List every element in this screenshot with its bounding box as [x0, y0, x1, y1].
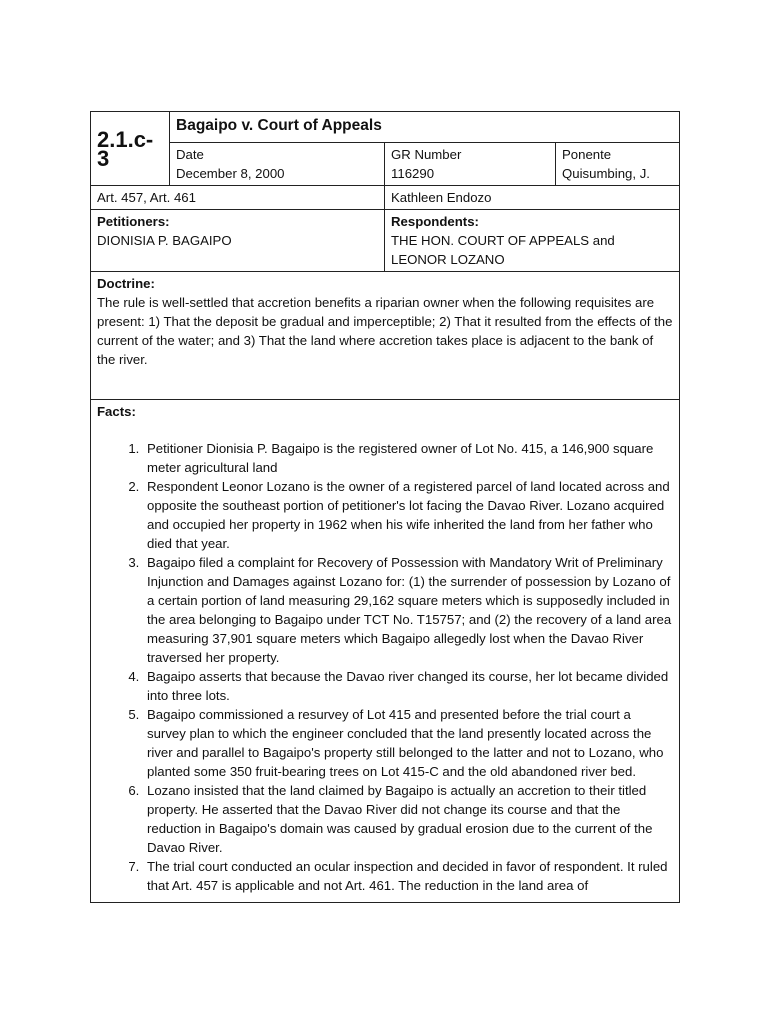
- doctrine-cell: [91, 272, 680, 400]
- facts-label: Facts:: [97, 404, 136, 419]
- fact-item: 5. Bagaipo commissioned a resurvey of Lot 415 and presented before the trial court a survey plan to which the engineer concluded that the land presently located across the river and parallel to Bagaipo's property still belonged to the latter and not to Lozano, who planted some 350 fruit-bearing trees on Lot 415-C and the old abandoned river bed.: [143, 705, 673, 781]
- ponente-cell: [556, 143, 680, 186]
- fact-item: 1. Petitioner Dionisia P. Bagaipo is the registered owner of Lot No. 415, a 146,900 square meter agricultural land: [143, 439, 673, 477]
- case-code: 2.1.c-3: [91, 112, 170, 186]
- digest-author: Kathleen Endozo: [385, 186, 680, 210]
- gr-number-label: GR Number: [391, 147, 462, 162]
- respondents-cell: [385, 210, 680, 272]
- petitioners-cell: [91, 210, 385, 272]
- fact-item: 6. Lozano insisted that the land claimed by Bagaipo is actually an accretion to their titled property. He asserted that the Davao River did not change its course and that the reduction in Bagaipo's domain was caused by gradual erosion due to the current of the Davao River.: [143, 781, 673, 857]
- facts-list: [97, 439, 673, 895]
- case-title: Bagaipo v. Court of Appeals: [170, 112, 680, 143]
- fact-item: 3. Bagaipo filed a complaint for Recovery of Possession with Mandatory Writ of Preliminary Injunction and Damages against Lozano for: (1) the surrender of possession by Lozano of a certain portion of land measuring 29,162 square meters which is supposedly included in the area belonging to Bagaipo under TCT No. T15757; and (2) the recovery of a land area measuring 37,901 square meters which Bagaipo allegedly lost when the Davao River traversed her property.: [143, 553, 673, 667]
- respondents-value: THE HON. COURT OF APPEALS and LEONOR LOZANO: [391, 233, 615, 267]
- fact-item: 4. Bagaipo asserts that because the Davao river changed its course, her lot became divided into three lots.: [143, 667, 673, 705]
- date-value: December 8, 2000: [176, 166, 285, 181]
- gr-number-cell: [385, 143, 556, 186]
- gr-number-value: 116290: [391, 166, 435, 181]
- petitioners-value: DIONISIA P. BAGAIPO: [97, 233, 232, 248]
- date-cell: [170, 143, 385, 186]
- ponente-value: Quisumbing, J.: [562, 166, 650, 181]
- facts-cell: [91, 400, 680, 903]
- fact-item: 2. Respondent Leonor Lozano is the owner of a registered parcel of land located across and opposite the southeast portion of petitioner's lot facing the Davao River. Lozano acquired and occupied her property in 1962 when his wife inherited the land from her father who died that year.: [143, 477, 673, 553]
- ponente-label: Ponente: [562, 147, 612, 162]
- doctrine-label: Doctrine:: [97, 276, 155, 291]
- respondents-label: Respondents:: [391, 214, 479, 229]
- doctrine-text: The rule is well-settled that accretion benefits a riparian owner when the following requisites are present: 1) That the deposit be gradual and imperceptible; 2) That it resulted from the effects of the current of the water; and 3) That the land where accretion takes place is adjacent to the bank of the river.: [97, 295, 673, 367]
- fact-item: 7. The trial court conducted an ocular inspection and decided in favor of respondent. It ruled that Art. 457 is applicable and not Art. 461. The reduction in the land area of: [143, 857, 673, 895]
- petitioners-label: Petitioners:: [97, 214, 170, 229]
- articles: Art. 457, Art. 461: [91, 186, 385, 210]
- case-digest-table: [90, 111, 680, 903]
- date-label: Date: [176, 147, 204, 162]
